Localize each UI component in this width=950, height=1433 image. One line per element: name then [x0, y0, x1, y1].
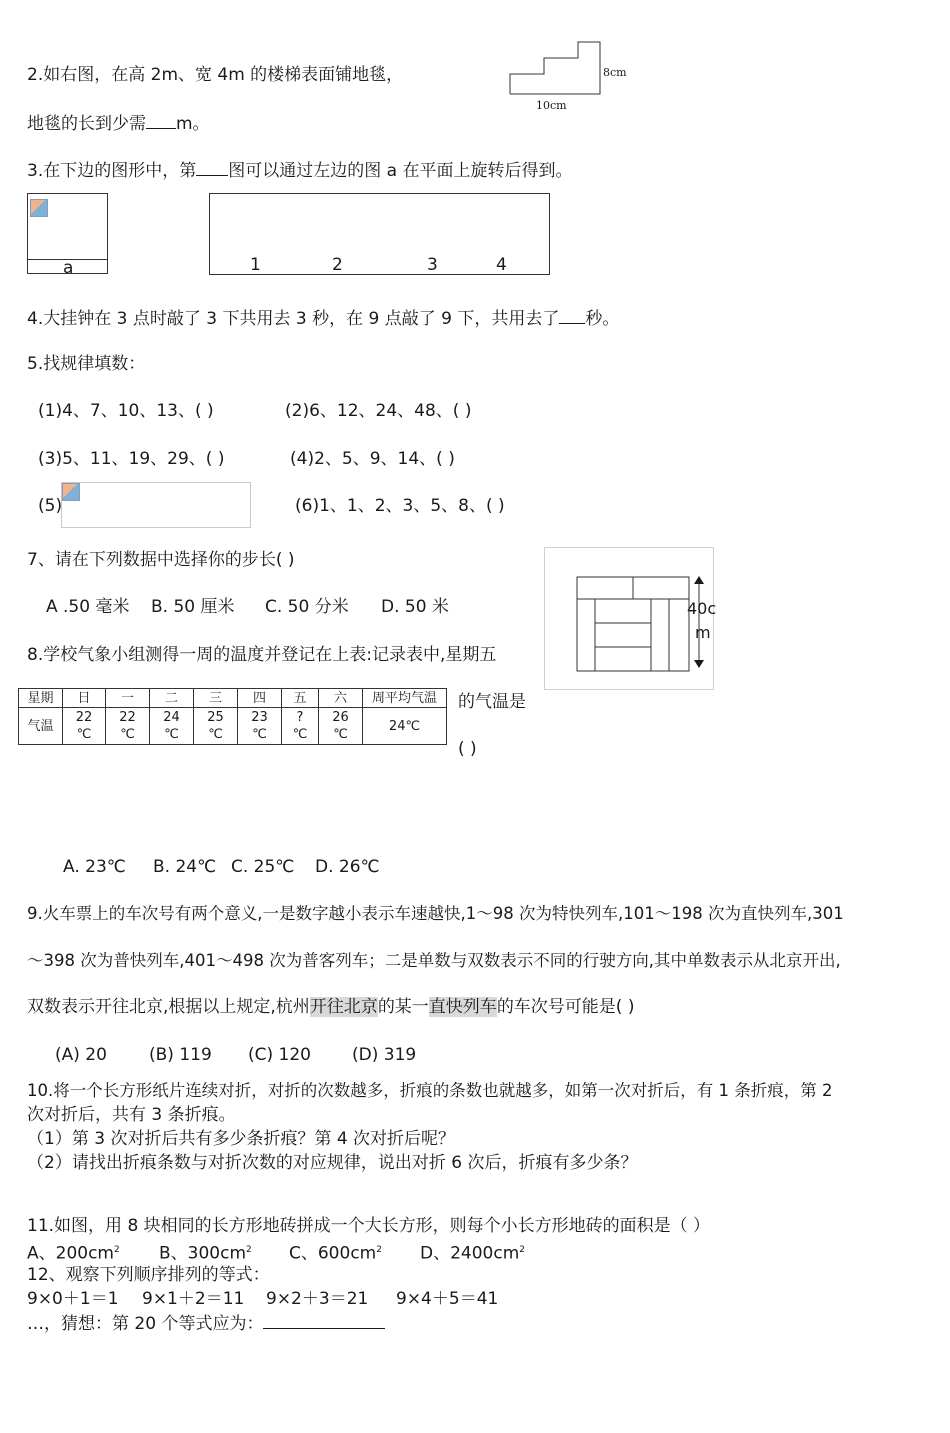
temp-value: 22 — [75, 710, 93, 725]
temp-unit: ℃ — [76, 727, 92, 742]
q7-option-b[interactable]: B. 50 厘米 — [151, 597, 235, 617]
q5-item-5-image-frame — [61, 482, 251, 528]
q9-line3-part-b: 的某一 — [377, 997, 429, 1017]
q8-paren: ( ) — [458, 739, 477, 759]
q9-option-d[interactable]: (D) 319 — [352, 1045, 417, 1065]
q11-option-b[interactable] — [159, 1239, 252, 1265]
q12-guess — [27, 1312, 385, 1335]
q2-line2-text: 地毯的长到少需 — [27, 114, 146, 134]
q9-line3-part-c: 的车次号可能是( ) — [496, 997, 635, 1017]
q2-line2-unit: m。 — [176, 114, 210, 134]
table-cell — [319, 708, 363, 745]
table-cell — [63, 708, 106, 745]
temp-value: 25 — [207, 710, 224, 725]
temp-value: 24 — [163, 710, 180, 725]
table-cell-average: 24℃ — [363, 708, 447, 745]
q10-sub2: （2）请找出折痕条数与对折次数的对应规律，说出对折 6 次后，折痕有多少条？ — [27, 1153, 638, 1173]
q7-option-c[interactable]: C. 50 分米 — [265, 597, 349, 617]
q3-fig-a-label: a — [63, 258, 74, 278]
temp-unit: ℃ — [164, 727, 179, 742]
q3-answer-blank[interactable] — [196, 159, 228, 176]
q11-option-c-text: C、600cm — [289, 1243, 377, 1264]
table-header-cell: 四 — [238, 689, 282, 708]
q8-option-d[interactable]: D. 26℃ — [315, 857, 380, 877]
table-header-cell: 三 — [194, 689, 238, 708]
q11-fig-label-top: 40c — [687, 599, 717, 618]
q12-equation-2: 9×1＋2＝11 — [142, 1289, 245, 1309]
table-cell — [194, 708, 238, 745]
table-row-label: 气温 — [19, 708, 63, 745]
temp-value: 23 — [251, 710, 268, 725]
table-cell — [106, 708, 150, 745]
q3-text — [27, 159, 572, 182]
table-header-cell: 星期 — [19, 689, 63, 708]
q4-text-after: 秒。 — [585, 309, 620, 329]
stairs-figure — [500, 36, 640, 116]
q9-option-c[interactable]: (C) 120 — [248, 1045, 311, 1065]
q2-line2 — [27, 112, 210, 135]
q3-option-4[interactable]: 4 — [496, 255, 507, 275]
q11-option-a-text: A、200cm — [27, 1243, 114, 1264]
q7-option-d[interactable]: D. 50 米 — [381, 597, 449, 617]
q5-item-5: (5) — [38, 496, 63, 516]
q9-option-b[interactable]: (B) 119 — [149, 1045, 212, 1065]
q3-figure-a — [27, 193, 108, 278]
table-header-cell: 周平均气温 — [363, 689, 447, 708]
q11-option-b-text: B、300cm — [159, 1243, 247, 1264]
q11-text: 11.如图，用 8 块相同的长方形地砖拼成一个大长方形，则每个小长方形地砖的面积是（ ） — [27, 1216, 711, 1236]
q9-highlight-1: 开往北京 — [309, 997, 378, 1017]
q8-temperature-table — [18, 688, 447, 745]
temp-value: 26 — [332, 710, 349, 725]
table-row — [19, 708, 447, 745]
q2-answer-blank[interactable] — [146, 112, 176, 129]
q11-option-c[interactable] — [289, 1239, 382, 1265]
q11-tiles-figure — [544, 547, 717, 690]
q8-text-cont: 的气温是 — [458, 692, 526, 712]
q3-option-1[interactable]: 1 — [250, 255, 261, 275]
q10-line2: 次对折后，共有 3 条折痕。 — [27, 1105, 236, 1125]
q4-text-before: 4.大挂钟在 3 点时敲了 3 下共用去 3 秒，在 9 点敲了 9 下，共用去了 — [27, 309, 560, 329]
q8-text: 8.学校气象小组测得一周的温度并登记在上表:记录表中,星期五 — [27, 645, 497, 665]
q9-highlight-2: 直快列车 — [428, 997, 497, 1017]
q2-line1: 2.如右图，在高 2m、宽 4m 的楼梯表面铺地毯， — [27, 65, 404, 85]
q11-fig-label-bottom: m — [695, 623, 711, 642]
q11-option-d-text: D、2400cm — [420, 1243, 520, 1264]
q12-title: 12、观察下列顺序排列的等式： — [27, 1265, 270, 1285]
q5-title: 5.找规律填数： — [27, 354, 146, 374]
q9-line1: 9.火车票上的车次号有两个意义,一是数字越小表示车速越快,1～98 次为特快列车,101～198 次为直快列车,301 — [27, 904, 844, 923]
temp-value: ? — [296, 710, 304, 725]
stairs-height-label: 8cm — [603, 66, 627, 79]
stairs-width-label: 10cm — [536, 99, 567, 112]
q12-equation-4: 9×4＋5＝41 — [396, 1289, 499, 1309]
image-placeholder-icon — [62, 483, 80, 501]
table-cell — [282, 708, 319, 745]
q5-item-4: (4)2、5、9、14、( ) — [290, 449, 455, 469]
table-header-cell: 一 — [106, 689, 150, 708]
table-cell — [150, 708, 194, 745]
superscript: 2 — [519, 1245, 525, 1255]
table-header-cell: 二 — [150, 689, 194, 708]
temp-value: 22 — [119, 710, 136, 725]
q11-option-a[interactable] — [27, 1239, 120, 1265]
q3-options-figure — [209, 193, 550, 275]
temp-unit: ℃ — [120, 727, 135, 742]
temp-unit: ℃ — [252, 727, 267, 742]
table-header-cell: 日 — [63, 689, 106, 708]
q9-line3-part-a: 双数表示开往北京,根据以上规定,杭州 — [27, 997, 310, 1017]
q5-item-2: (2)6、12、24、48、( ) — [285, 401, 472, 421]
q12-guess-text: …，猜想：第 20 个等式应为： — [27, 1314, 264, 1334]
q3-option-2[interactable]: 2 — [332, 255, 343, 275]
table-header-cell: 五 — [282, 689, 319, 708]
q7-option-a[interactable]: A .50 毫米 — [46, 597, 130, 617]
q5-item-3: (3)5、11、19、29、( ) — [38, 449, 225, 469]
temp-unit: ℃ — [333, 727, 348, 742]
q5-item-6: (6)1、1、2、3、5、8、( ) — [295, 496, 505, 516]
q8-option-a[interactable]: A. 23℃ — [63, 857, 126, 877]
q8-option-c[interactable]: C. 25℃ — [231, 857, 295, 877]
temp-unit: ℃ — [292, 727, 308, 742]
superscript: 2 — [113, 1245, 120, 1255]
q11-option-d[interactable] — [420, 1239, 525, 1265]
q8-option-b[interactable]: B. 24℃ — [153, 857, 217, 877]
q9-line3 — [27, 996, 634, 1018]
superscript: 2 — [376, 1245, 382, 1255]
q3-option-3[interactable]: 3 — [427, 255, 438, 275]
q4-text — [27, 307, 619, 330]
q12-equation-1: 9×0＋1＝1 — [27, 1289, 119, 1309]
q4-answer-blank[interactable] — [559, 307, 585, 324]
table-cell — [238, 708, 282, 745]
q9-line2: ～398 次为普快列车,401～498 次为普客列车；二是单数与双数表示不同的行驶方向,其中单数表示从北京开出, — [27, 951, 841, 970]
q3-text-after: 图可以通过左边的图 a 在平面上旋转后得到。 — [228, 161, 573, 181]
q10-sub1: （1）第 3 次对折后共有多少条折痕？第 4 次对折后呢？ — [27, 1129, 456, 1149]
q12-equation-3: 9×2＋3＝21 — [266, 1289, 369, 1309]
q5-item-1: (1)4、7、10、13、( ) — [38, 401, 214, 421]
temp-unit: ℃ — [208, 727, 223, 742]
table-header-cell: 六 — [319, 689, 363, 708]
q12-answer-blank[interactable] — [263, 1312, 385, 1329]
image-placeholder-icon — [30, 199, 48, 217]
superscript: 2 — [246, 1245, 252, 1255]
q9-option-a[interactable]: (A) 20 — [55, 1045, 107, 1065]
table-header-row — [19, 689, 447, 708]
q7-text: 7、请在下列数据中选择你的步长( ) — [27, 550, 295, 570]
q3-text-before: 3.在下边的图形中，第 — [27, 161, 197, 181]
q10-line1: 10.将一个长方形纸片连续对折，对折的次数越多，折痕的条数也就越多，如第一次对折后，有 1 条折痕，第 2 — [27, 1081, 833, 1100]
